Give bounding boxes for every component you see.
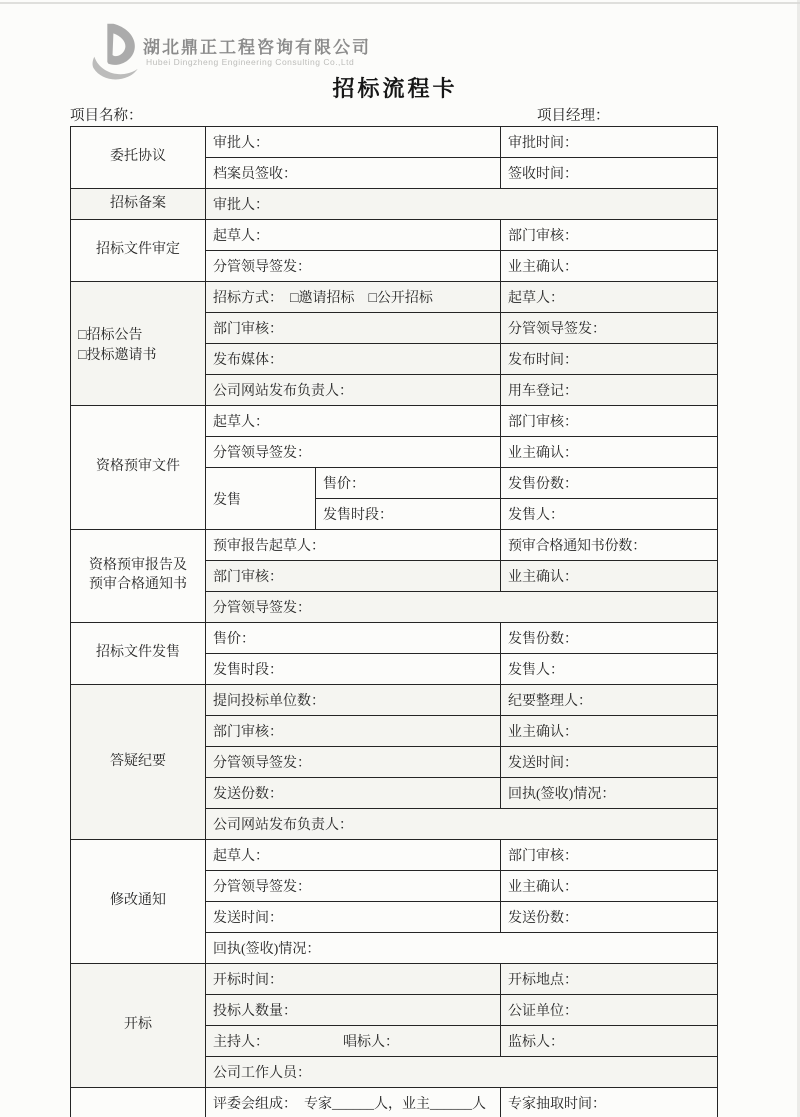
field-cell: 审批人： <box>206 127 501 158</box>
field-cell: 业主确认： <box>501 437 718 468</box>
section-qa-minutes: 答疑纪要 <box>71 685 206 840</box>
field-cell: 发售人： <box>501 499 718 530</box>
company-name: 湖北鼎正工程咨询有限公司 <box>143 38 371 57</box>
field-cell: 发售时段： <box>206 654 501 685</box>
table-row <box>71 964 718 995</box>
page-title: 招标流程卡 <box>332 76 458 101</box>
section-modification-notice: 修改通知 <box>71 840 206 964</box>
project-manager-label: 项目经理： <box>537 108 610 124</box>
table-row <box>71 189 718 220</box>
table-row <box>71 127 718 158</box>
field-cell: 发售份数： <box>501 623 718 654</box>
field-cell: 部门审核： <box>501 840 718 871</box>
field-cell: 投标人数量： <box>206 995 501 1026</box>
table-row <box>71 840 718 871</box>
field-cell: 部门审核： <box>501 406 718 437</box>
section-prequalification-doc: 资格预审文件 <box>71 406 206 530</box>
table-row <box>71 406 718 437</box>
table-row <box>71 623 718 654</box>
field-cell: 提问投标单位数： <box>206 685 501 716</box>
field-cell: 起草人： <box>206 406 501 437</box>
process-table <box>70 126 718 1117</box>
field-cell: 公证单位： <box>501 995 718 1026</box>
section-bid-announcement <box>71 282 206 406</box>
scan-edge-artifact <box>0 2 800 4</box>
checkbox-option-bid-announcement: □招标公告 <box>78 327 143 343</box>
field-cell <box>206 1026 501 1057</box>
field-cell: 部门审核： <box>501 220 718 251</box>
section-bid-filing: 招标备案 <box>71 189 206 220</box>
field-cell: 发售时段： <box>316 499 501 530</box>
field-cell: 业主确认： <box>501 716 718 747</box>
field-cell: 签收时间： <box>501 158 718 189</box>
field-cell: 公司网站发布负责人： <box>206 375 501 406</box>
field-cell: 分管领导签发： <box>206 437 501 468</box>
section-bid-doc-review: 招标文件审定 <box>71 220 206 282</box>
section-prequalification-report: 资格预审报告及 预审合格通知书 <box>71 530 206 623</box>
section-entrust-agreement: 委托协议 <box>71 127 206 189</box>
field-cell: 部门审核： <box>206 561 501 592</box>
field-cell: 预审报告起草人： <box>206 530 501 561</box>
committee-composition-cell: 评委会组成： 专家______人，业主______人 <box>206 1088 501 1117</box>
field-cell: 预审合格通知书份数： <box>501 530 718 561</box>
field-cell: 发售人： <box>501 654 718 685</box>
field-cell: 发布时间： <box>501 344 718 375</box>
field-cell: 分管领导签发： <box>206 592 718 623</box>
field-cell: 分管领导签发： <box>206 871 501 902</box>
section-evaluation-committee <box>71 1088 206 1117</box>
checkbox-option-invitation-letter: □投标邀请书 <box>78 347 157 363</box>
company-name-english: Hubei Dingzheng Engineering Consulting Co.,Ltd <box>146 57 355 67</box>
section-bid-doc-sale: 招标文件发售 <box>71 623 206 685</box>
table-row <box>71 685 718 716</box>
field-cell: 监标人： <box>501 1026 718 1057</box>
field-cell: 业主确认： <box>501 251 718 282</box>
table-row <box>71 220 718 251</box>
field-cell: 发送份数： <box>501 902 718 933</box>
table-row <box>71 1088 718 1117</box>
host-label: 主持人： <box>213 1035 269 1050</box>
bid-caller-label: 唱标人： <box>343 1035 399 1050</box>
field-cell: 审批人： <box>206 189 718 220</box>
table-row <box>71 530 718 561</box>
field-cell: 档案员签收： <box>206 158 501 189</box>
field-cell: 售价： <box>316 468 501 499</box>
subsection-sale: 发售 <box>206 468 316 530</box>
project-name-label: 项目名称： <box>70 108 143 124</box>
field-cell: 开标时间： <box>206 964 501 995</box>
field-cell: 回执(签收)情况： <box>501 778 718 809</box>
field-cell: 分管领导签发： <box>206 747 501 778</box>
field-cell: 起草人： <box>501 282 718 313</box>
field-cell: 专家抽取时间： <box>501 1088 718 1117</box>
field-cell: 公司工作人员： <box>206 1057 718 1088</box>
field-cell: 开标地点： <box>501 964 718 995</box>
field-cell: 发送时间： <box>206 902 501 933</box>
field-cell: 公司网站发布负责人： <box>206 809 718 840</box>
field-cell: 发售份数： <box>501 468 718 499</box>
field-cell: 发送份数： <box>206 778 501 809</box>
field-cell: 纪要整理人： <box>501 685 718 716</box>
field-cell: 业主确认： <box>501 561 718 592</box>
field-cell: 部门审核： <box>206 313 501 344</box>
field-cell: 用车登记： <box>501 375 718 406</box>
field-cell: 起草人： <box>206 840 501 871</box>
field-cell: 分管领导签发： <box>206 251 501 282</box>
section-bid-opening: 开标 <box>71 964 206 1088</box>
field-cell: 发送时间： <box>501 747 718 778</box>
field-cell: 分管领导签发： <box>501 313 718 344</box>
field-cell: 部门审核： <box>206 716 501 747</box>
field-cell: 起草人： <box>206 220 501 251</box>
field-cell: 审批时间： <box>501 127 718 158</box>
field-cell: 业主确认： <box>501 871 718 902</box>
field-cell: 发布媒体： <box>206 344 501 375</box>
bid-method-cell: 招标方式： □邀请招标 □公开招标 <box>206 282 501 313</box>
table-row <box>71 282 718 313</box>
field-cell: 回执(签收)情况： <box>206 933 718 964</box>
field-cell: 售价： <box>206 623 501 654</box>
